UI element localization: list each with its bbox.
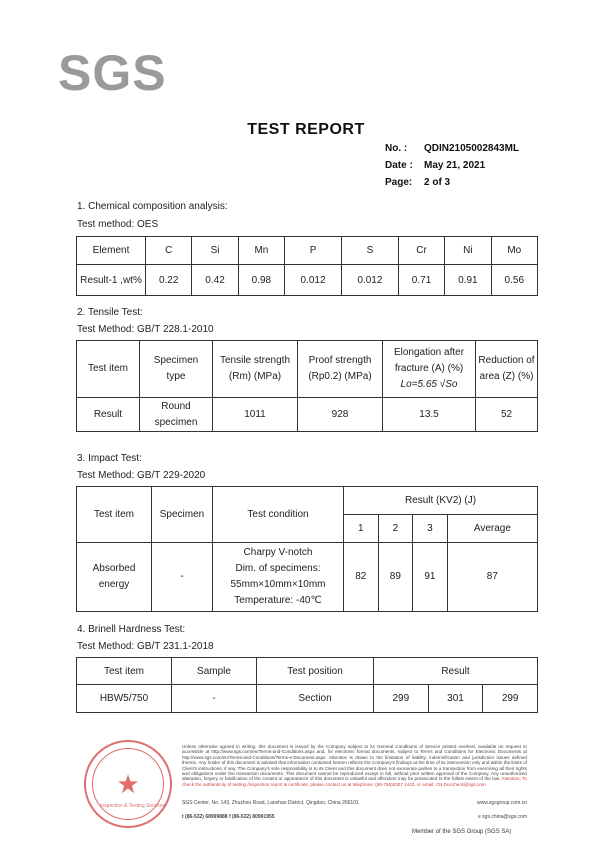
table-header-cell: C (146, 237, 192, 265)
table-header-cell: Average (447, 515, 537, 543)
elongation-header-line3: Lo=5.65 √So (400, 379, 458, 390)
meta-row-number (385, 140, 519, 157)
meta-label: No. : (385, 143, 408, 154)
condition-line: Dim. of specimens: (235, 563, 321, 574)
impact-table (76, 486, 538, 612)
table-header-row (77, 237, 538, 265)
elongation-header-line2: fracture (A) (%) (394, 363, 464, 374)
table-cell: 0.012 (341, 265, 398, 296)
table-cell: 299 (374, 685, 429, 713)
specimen-value-line2: specimen (154, 416, 198, 428)
table-header-cell (213, 341, 298, 398)
brinell-table (76, 657, 538, 713)
table-header-cell: Test item (77, 341, 140, 398)
table-cell: Section (257, 685, 374, 713)
table-header-cell: P (285, 237, 342, 265)
table-header-row (77, 341, 538, 398)
table-header-cell: Cr (398, 237, 444, 265)
table-header-cell: Specimen (152, 487, 213, 543)
sgs-logo: SGS (58, 45, 167, 101)
table-header-cell: Element (77, 237, 146, 265)
company-stamp (84, 740, 172, 828)
meta-value: 2 of 3 (424, 177, 451, 188)
tensile-test-method: Test Method: GB/T 228.1-2010 (77, 324, 214, 335)
table-cell: 0.42 (192, 265, 238, 296)
table-header-row (77, 487, 538, 515)
impact-test-method: Test Method: GB/T 229-2020 (77, 470, 206, 481)
table-cell: 1011 (213, 398, 298, 432)
table-cell: 301 (428, 685, 483, 713)
specimen-header-line1: Specimen (153, 355, 199, 366)
table-header-cell (476, 341, 538, 398)
table-row (77, 265, 538, 296)
reduction-header-line2: area (Z) (%) (479, 371, 534, 382)
report-title: TEST REPORT (247, 121, 365, 138)
report-meta (385, 140, 519, 191)
table-cell: 0.22 (146, 265, 192, 296)
legal-text: Unless otherwise agreed in writing, this document is issued by the Company subject to its General Conditions of Service printed overleaf, available on request or accessible at http://www.sgs.com/en/Terms-and-Conditions.aspx and, for electronic format documents, subject to Terms and Conditions for Electronic Documents at http://www.sgs.com/en/Terms-and-Conditions/Terms-e-Document.aspx. Attention is drawn to the limitation of liability, indemnification and jurisdiction issues defined therein. Any holder of this document is advised that information contained hereon reflects the Company's findings at the time of its intervention only and within the limits of Client's instructions, if any. The Company's sole responsibility is to its Client and this document does not exonerate parties to a transaction from exercising all their rights and obligations under the transaction documents. This document cannot be reproduced except in full, without prior written approval of the Company. Any unauthorized alteration, forgery or falsification of the content or appearance of this document is unlawful and offenders may be prosecuted to the fullest extent of the law. (182, 744, 527, 782)
star-icon: ★ (92, 748, 164, 820)
member-line: Member of the SGS Group (SGS SA) (412, 829, 512, 835)
chemical-section-title: 1. Chemical composition analysis: (77, 201, 228, 212)
table-cell: 0.71 (398, 265, 444, 296)
table-cell: 87 (447, 543, 537, 612)
contact-line (182, 814, 527, 820)
table-header-row (77, 658, 538, 685)
chemical-test-method: Test method: OES (77, 219, 159, 230)
specimen-value-line1: Round (161, 400, 191, 412)
address-line (182, 800, 527, 806)
table-header-cell: 1 (344, 515, 379, 543)
website: www.sgsgroup.com.cn (476, 800, 527, 806)
table-header-cell: Test condition (213, 487, 344, 543)
table-cell: 89 (378, 543, 413, 612)
table-row (77, 398, 538, 432)
table-header-cell: Ni (445, 237, 491, 265)
table-cell: 0.56 (491, 265, 537, 296)
proof-header-line1: Proof strength (308, 355, 372, 366)
tensile-section-title: 2. Tensile Test: (77, 307, 143, 318)
meta-value: QDIN2105002843ML (424, 143, 520, 154)
condition-line: 55mm×10mm×10mm (230, 579, 326, 590)
table-cell: Result-1 ,wt% (77, 265, 146, 296)
table-header-cell: Si (192, 237, 238, 265)
table-cell: 0.012 (285, 265, 342, 296)
table-cell: 82 (344, 543, 379, 612)
table-header-cell: Sample (172, 658, 257, 685)
meta-label: Date : (385, 160, 413, 171)
meta-row-page (385, 174, 519, 191)
table-header-cell: Test position (257, 658, 374, 685)
meta-value: May 21, 2021 (424, 160, 486, 171)
table-cell: 299 (483, 685, 538, 713)
table-cell: 0.98 (238, 265, 284, 296)
table-row (77, 685, 538, 713)
specimen-header-line2: type (166, 371, 186, 382)
table-cell: 13.5 (383, 398, 476, 432)
chemical-table (76, 236, 538, 296)
table-cell: - (152, 543, 213, 612)
brinell-test-method: Test Method: GB/T 231.1-2018 (77, 641, 214, 652)
legal-disclaimer (182, 744, 527, 787)
tensile-table (76, 340, 538, 432)
table-header-cell: Mn (238, 237, 284, 265)
brinell-section-title: 4. Brinell Hardness Test: (77, 624, 186, 635)
condition-line: Charpy V-notch (243, 547, 313, 558)
item-line2: energy (98, 579, 130, 590)
table-cell (213, 543, 344, 612)
table-cell: 52 (476, 398, 538, 432)
table-header-cell: S (341, 237, 398, 265)
meta-row-date (385, 157, 519, 174)
address: SGS Center, No. 143, Zhuzhou Road, Laoshan District, Qingdao, China 266101 (182, 800, 359, 806)
tensile-header-line1: Tensile strength (219, 355, 291, 366)
table-cell: Result (77, 398, 140, 432)
table-cell: 91 (413, 543, 448, 612)
table-header-cell: Test item (77, 487, 152, 543)
table-header-cell (140, 341, 213, 398)
attention-text: Attention: To check the authenticity of testing /inspection report & certificate, please contact us at telephone: (86-755)8307 1443, or email: CN.Doccheck@sgs.com (182, 776, 527, 787)
tensile-header-line2: (Rm) (MPa) (228, 371, 282, 382)
table-cell (140, 398, 213, 432)
table-header-cell: Test item (77, 658, 172, 685)
phone-fax: t (86-532) 68999888 f (86-532) 80991955 (182, 814, 275, 820)
table-cell: - (172, 685, 257, 713)
elongation-header-line1: Elongation after (393, 347, 465, 358)
condition-line: Temperature: -40℃ (234, 595, 322, 606)
meta-label: Page: (385, 177, 413, 188)
table-header-cell (298, 341, 383, 398)
table-cell: 0.91 (445, 265, 491, 296)
table-header-cell: Result (KV2) (J) (344, 487, 538, 515)
stamp-text: Inspection & Testing Services (100, 803, 166, 809)
reduction-header-line1: Reduction of (478, 355, 535, 366)
table-cell: HBW5/750 (77, 685, 172, 713)
table-cell: 928 (298, 398, 383, 432)
email: e sgs.china@sgs.com (478, 814, 527, 820)
table-row (77, 543, 538, 612)
proof-header-line2: (Rp0.2) (MPa) (308, 371, 372, 382)
table-cell (77, 543, 152, 612)
impact-section-title: 3. Impact Test: (77, 453, 142, 464)
item-line1: Absorbed (92, 563, 136, 574)
table-header-cell: 2 (378, 515, 413, 543)
table-header-cell (383, 341, 476, 398)
table-header-cell: 3 (413, 515, 448, 543)
table-header-cell: Mo (491, 237, 537, 265)
table-header-cell: Result (374, 658, 538, 685)
